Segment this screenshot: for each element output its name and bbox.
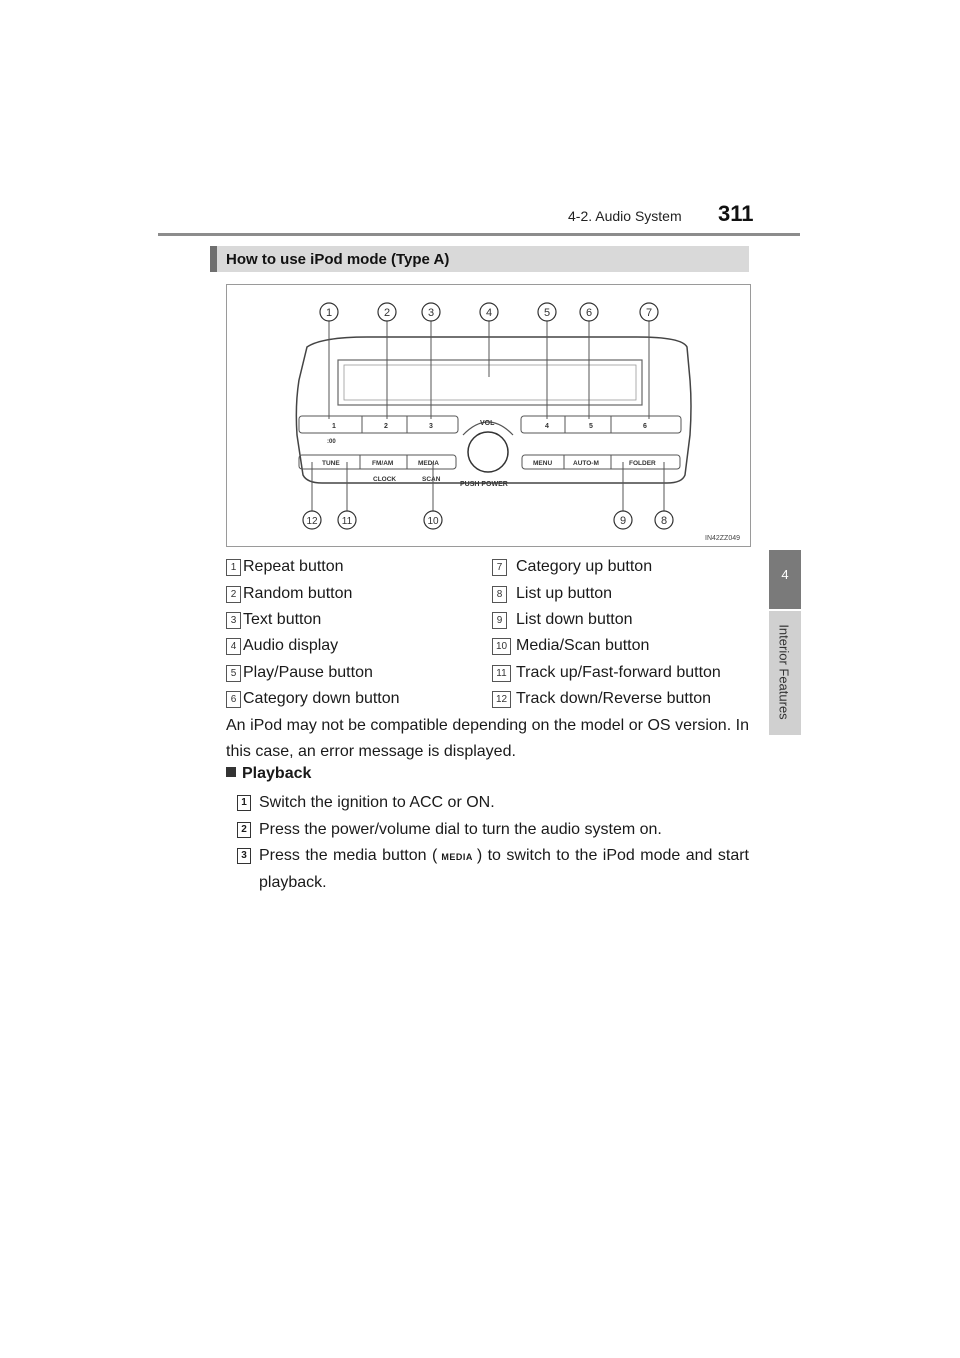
callout-8: 8 <box>660 515 668 527</box>
legend-num-12: 12 <box>492 691 511 708</box>
chapter-number: 4 <box>781 567 789 582</box>
legend-label-3: Text button <box>243 611 322 628</box>
chapter-title: Interior Features <box>776 624 792 720</box>
clock-label: CLOCK <box>373 476 397 483</box>
legend-num-1: 1 <box>226 559 241 576</box>
media-label: MEDIA <box>418 460 439 467</box>
legend-label-1: Repeat button <box>243 558 344 575</box>
step-3-text-before: Press the media button ( <box>259 847 438 864</box>
legend-label-8: List up button <box>516 585 613 602</box>
section-title: How to use iPod mode (Type A) <box>226 251 450 268</box>
callout-12: 12 <box>306 516 318 527</box>
chapter-tab <box>769 550 801 609</box>
intro-paragraph: An iPod may not be compatible depending on the model or OS version. In this case, an error message is displayed. <box>226 717 749 760</box>
step-text-2: Press the power/volume dial to turn the audio system on. <box>259 821 662 838</box>
fmam-label: FM/AM <box>372 460 394 467</box>
preset-2-label: 2 <box>384 423 388 430</box>
tune-label: TUNE <box>322 460 340 467</box>
callout-6: 6 <box>585 307 593 319</box>
playback-heading <box>226 765 311 783</box>
step-num-2: 2 <box>237 822 251 838</box>
legend-label-10: Media/Scan button <box>516 637 650 654</box>
step-num-1: 1 <box>237 795 251 811</box>
display-outline <box>338 360 642 405</box>
preset-sub-label: :00 <box>327 439 336 445</box>
header-section-title: 4-2. Audio System <box>568 208 682 224</box>
legend-label-7: Category up button <box>516 558 653 575</box>
legend-num-7: 7 <box>492 559 507 576</box>
legend-label-6: Category down button <box>243 690 400 707</box>
step-3-text-after: ) to switch to the iPod mode and start playback. <box>259 847 749 891</box>
legend-num-10: 10 <box>492 638 511 655</box>
audio-panel-illustration <box>227 285 750 546</box>
media-button-icon: MEDIA <box>441 852 473 862</box>
legend-num-5: 5 <box>226 665 241 682</box>
knob-vol-label: VOL <box>480 420 495 427</box>
callout-2: 2 <box>383 307 391 319</box>
legend-label-4: Audio display <box>243 637 339 654</box>
step-text-3 <box>259 843 749 896</box>
legend-num-8: 8 <box>492 586 507 603</box>
autom-label: AUTO-M <box>573 460 599 467</box>
legend-num-11: 11 <box>492 665 511 682</box>
header-rule <box>158 233 800 236</box>
legend-label-11: Track up/Fast-forward button <box>516 664 721 681</box>
callout-9: 9 <box>619 515 627 527</box>
folder-label: FOLDER <box>629 460 656 467</box>
preset-5-label: 5 <box>589 423 593 430</box>
legend-label-12: Track down/Reverse button <box>516 690 712 707</box>
callout-11: 11 <box>341 516 353 527</box>
section-heading-bar <box>210 246 217 272</box>
legend-label-9: List down button <box>516 611 633 628</box>
preset-1-label: 1 <box>332 423 336 430</box>
menu-label: MENU <box>533 460 553 467</box>
step-num-3: 3 <box>237 848 251 864</box>
legend-num-3: 3 <box>226 612 241 629</box>
figure-code: IN42ZZ049 <box>705 535 741 542</box>
audio-panel-figure <box>226 284 751 547</box>
section-heading <box>210 246 749 272</box>
scan-label: SCAN <box>422 476 441 483</box>
callout-1: 1 <box>325 307 333 319</box>
callout-5: 5 <box>543 307 551 319</box>
heading-bullet-icon <box>226 767 236 777</box>
preset-bar-left <box>299 416 458 433</box>
legend-num-2: 2 <box>226 586 241 603</box>
display-inner <box>344 365 636 400</box>
legend-num-9: 9 <box>492 612 507 629</box>
preset-4-label: 4 <box>545 423 549 430</box>
callout-7: 7 <box>645 307 653 319</box>
knob-power-label: PUSH POWER <box>460 481 508 488</box>
preset-6-label: 6 <box>643 423 647 430</box>
callout-4: 4 <box>485 307 493 319</box>
legend-label-2: Random button <box>243 585 353 602</box>
page-number: 311 <box>718 201 754 226</box>
preset-3-label: 3 <box>429 423 433 430</box>
step-text-1: Switch the ignition to ACC or ON. <box>259 794 495 811</box>
playback-heading-text: Playback <box>242 765 312 782</box>
legend-num-4: 4 <box>226 638 241 655</box>
callout-10: 10 <box>427 516 439 527</box>
callout-3: 3 <box>427 307 435 319</box>
volume-knob <box>468 432 508 472</box>
legend-label-5: Play/Pause button <box>243 664 373 681</box>
legend-num-6: 6 <box>226 691 241 708</box>
